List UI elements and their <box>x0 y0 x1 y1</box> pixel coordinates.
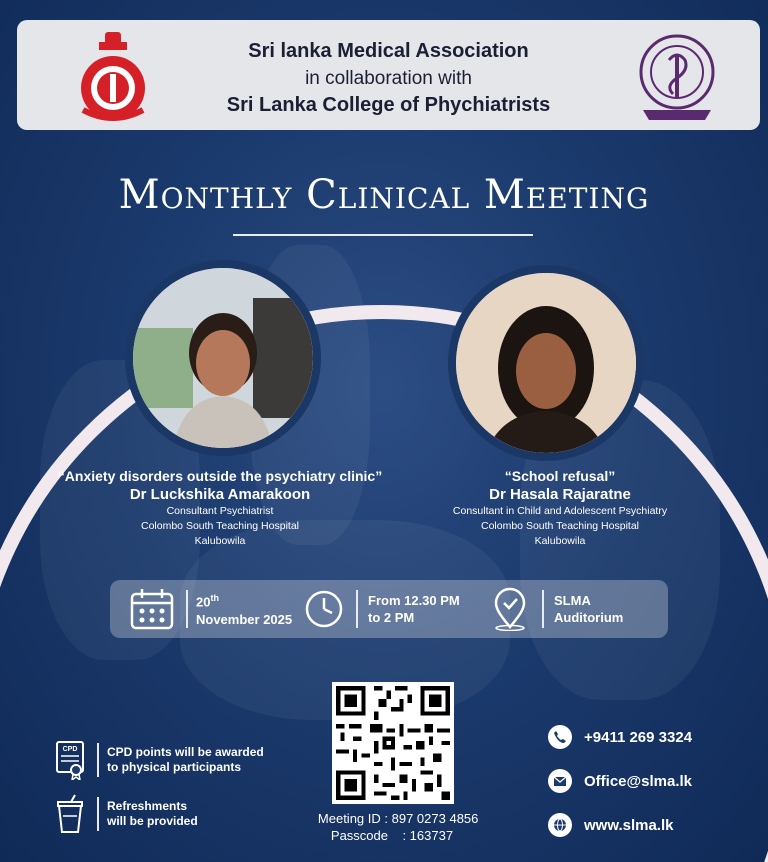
drink-cup-icon <box>55 794 85 834</box>
event-info-bar <box>110 580 668 638</box>
meeting-id-value: 897 0273 4856 <box>391 811 479 826</box>
speaker-topic: “School refusal” <box>504 468 616 484</box>
cpd-icon-label: CPD <box>62 746 78 753</box>
title-divider <box>233 234 533 236</box>
phone-icon <box>548 725 572 749</box>
partner-name: Sri Lanka College of Phychiatrists <box>226 94 551 116</box>
date-block <box>130 580 174 638</box>
speaker-role: Consultant in Child and Adolescent Psychiatry <box>452 505 668 517</box>
meeting-details <box>290 810 490 844</box>
refreshment-note <box>55 794 198 834</box>
speaker-location: Kalubowila <box>534 535 586 547</box>
collaboration-text: in collaboration with <box>305 68 472 89</box>
venue-line2: Auditorium <box>554 610 624 625</box>
location-pin-icon <box>490 587 530 631</box>
divider <box>356 590 358 628</box>
calendar-icon <box>130 588 174 630</box>
website-url: www.slma.lk <box>584 816 674 834</box>
speaker-info-2 <box>410 468 710 548</box>
cpd-line2: to physical participants <box>107 760 242 774</box>
date-month-year: November 2025 <box>196 611 293 627</box>
qr-code-icon[interactable] <box>332 682 454 804</box>
refresh-line2: will be provided <box>107 814 198 828</box>
time-icon-block <box>304 580 344 638</box>
venue-icon-block <box>490 580 530 638</box>
date-day: 20 <box>196 594 211 610</box>
refresh-line1: Refreshments <box>107 799 188 813</box>
speaker-topic: “Anxiety disorders outside the psychiatry clinic” <box>57 468 383 484</box>
cpd-note <box>55 740 264 780</box>
speaker-hospital: Colombo South Teaching Hospital <box>481 520 639 532</box>
certificate-icon <box>55 740 85 780</box>
speaker-name: Dr Luckshika Amarakoon <box>129 486 311 503</box>
speaker-name: Dr Hasala Rajaratne <box>489 486 631 503</box>
speaker-photo-2 <box>456 273 636 453</box>
passcode-value: : 163737 <box>402 828 454 843</box>
speaker-photo-1 <box>133 268 313 448</box>
mail-icon <box>548 769 572 793</box>
globe-icon <box>548 813 572 837</box>
organizer-name: Sri lanka Medical Association <box>248 40 529 62</box>
time-start: From 12.30 PM <box>368 593 460 608</box>
date-text <box>196 580 292 638</box>
header-text <box>137 38 640 119</box>
header-band <box>17 20 760 130</box>
time-end: to 2 PM <box>368 610 415 625</box>
contact-email[interactable] <box>548 769 692 793</box>
portrait-1-icon <box>133 268 313 448</box>
venue-text <box>554 580 623 638</box>
contact-phone[interactable] <box>548 725 692 749</box>
cpd-line1: CPD points will be awarded <box>107 745 264 759</box>
phone-number: +9411 269 3324 <box>584 728 693 746</box>
contact-website[interactable] <box>548 813 673 837</box>
divider <box>97 797 99 831</box>
divider <box>542 590 544 628</box>
divider <box>186 590 188 628</box>
date-suffix: th <box>210 593 219 604</box>
portrait-2-icon <box>456 273 636 453</box>
speaker-hospital: Colombo South Teaching Hospital <box>141 520 299 532</box>
passcode-label: Passcode <box>330 828 388 843</box>
speaker-info-1 <box>30 468 410 548</box>
meeting-id-label: Meeting ID : <box>317 811 388 826</box>
divider <box>97 743 99 777</box>
page-title: Monthly Clinical Meeting <box>118 172 650 218</box>
speaker-location: Kalubowila <box>194 535 246 547</box>
speaker-role: Consultant Psychiatrist <box>166 505 274 517</box>
email-address: Office@slma.lk <box>584 772 693 790</box>
venue-line1: SLMA <box>554 593 591 608</box>
slcp-logo-icon <box>629 30 725 126</box>
clock-icon <box>304 589 344 629</box>
time-text <box>368 580 460 638</box>
